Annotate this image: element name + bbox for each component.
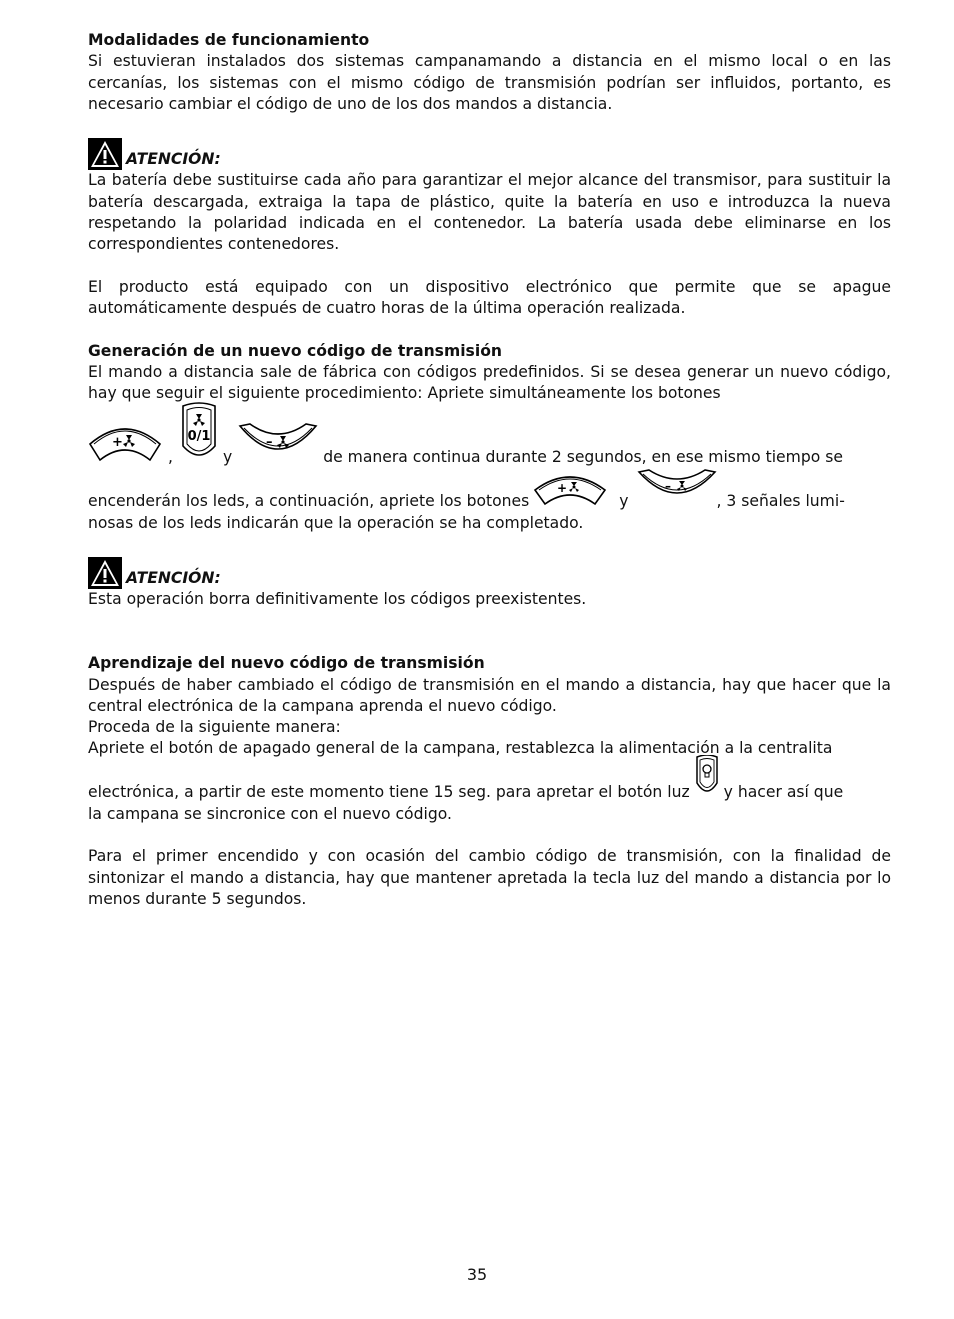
paragraph-erase-codes: Esta operación borra definitivamente los códigos preexistentes. bbox=[88, 590, 587, 609]
warning-block-1 bbox=[88, 136, 891, 170]
leds-text: encenderán los leds, a continuación, apriete los botones bbox=[88, 492, 530, 511]
paragraph-operation-modes: Si estuvieran instalados dos sistemas campanamando a distancia en el mismo local o en las cercanías, los sistemas con el mismo código de transmisión podrían ser influidos, portanto, es necesario cambiar el código de uno de los dos mandos a distancia. bbox=[88, 52, 891, 113]
fan-plus-button-icon bbox=[88, 422, 162, 468]
paragraph-learning-1: Después de haber cambiado el código de transmisión en el mando a distancia, hay que hacer que la central electrónica de la campana aprenda el nuevo código. bbox=[88, 675, 891, 715]
comma-separator: , bbox=[168, 448, 173, 467]
plus-sign: + bbox=[112, 435, 123, 451]
page-number: 35 bbox=[466, 1265, 488, 1284]
conjunction-y: y bbox=[619, 492, 629, 511]
section-heading-operation-modes: Modalidades de funcionamiento bbox=[88, 31, 370, 49]
paragraph-first-start: Para el primer encendido y con ocasión del cambio código de transmisión, con la finalidad de sintonizar el mando a distancia, hay que mantener apretada la tecla luz del mando a distancia por lo menos durante 5 segundos. bbox=[88, 847, 891, 908]
paragraph-new-code-tail: nosas de los leds indicarán que la operación se ha completado. bbox=[88, 513, 584, 532]
section-heading-learning: Aprendizaje del nuevo código de transmisión bbox=[88, 654, 485, 673]
onoff-text: 0/1 bbox=[187, 429, 211, 445]
continuation-text: de manera continua durante 2 segundos, en ese mismo tiempo se bbox=[323, 448, 843, 467]
fan-onoff-button-icon bbox=[179, 402, 219, 468]
conjunction-y: y bbox=[222, 448, 233, 467]
paragraph-learning-3: Apriete el botón de apagado general de la campana, restablezca la alimentación a la centralita bbox=[88, 739, 833, 758]
light-line-start: electrónica, a partir de este momento tiene 15 seg. para apretar el botón luz bbox=[88, 783, 690, 802]
warning-label: ATENCIÓN: bbox=[126, 569, 221, 588]
warning-block-2 bbox=[88, 555, 891, 589]
section-heading-new-code: Generación de un nuevo código de transmisión bbox=[88, 341, 503, 360]
document-page bbox=[88, 30, 891, 910]
warning-triangle-icon bbox=[88, 557, 122, 589]
button-sequence-line-2 bbox=[88, 469, 891, 513]
signals-text: , 3 señales lumi- bbox=[716, 492, 845, 511]
fan-minus-button-icon bbox=[238, 422, 318, 468]
plus-sign: + bbox=[557, 481, 568, 496]
fan-plus-button-icon bbox=[533, 470, 607, 512]
paragraph-auto-off: El producto está equipado con un dispositivo electrónico que permite que se apague automáticamente después de cuatro horas de la última operación realizada. bbox=[88, 277, 891, 318]
fan-minus-button-icon bbox=[637, 468, 717, 512]
minus-sign: – bbox=[266, 435, 273, 451]
minus-sign: – bbox=[664, 479, 671, 494]
warning-triangle-icon bbox=[88, 138, 122, 170]
warning-label: ATENCIÓN: bbox=[126, 150, 221, 169]
light-line-end: y hacer así que bbox=[723, 783, 844, 802]
paragraph-battery: La batería debe sustituirse cada año para garantizar el mejor alcance del transmisor, para sustituir la batería descargada, extraiga la tapa de plástico, quite la batería en uso e introduzca la nueva respetando la polaridad indicada en el contenedor. La batería usada debe eliminarse en los correspondientes contenedores. bbox=[88, 171, 891, 254]
button-sequence-line bbox=[88, 405, 891, 469]
light-button-line bbox=[88, 760, 891, 804]
paragraph-learning-2: Proceda de la siguiente manera: bbox=[88, 718, 341, 737]
paragraph-new-code-intro: El mando a distancia sale de fábrica con códigos predefinidos. Si se desea generar un nuevo código, hay que seguir el siguiente procedimiento: Apriete simultáneamente los botones bbox=[88, 363, 891, 403]
paragraph-learning-4: la campana se sincronice con el nuevo código. bbox=[88, 804, 452, 823]
light-bulb-button-icon bbox=[694, 755, 720, 803]
